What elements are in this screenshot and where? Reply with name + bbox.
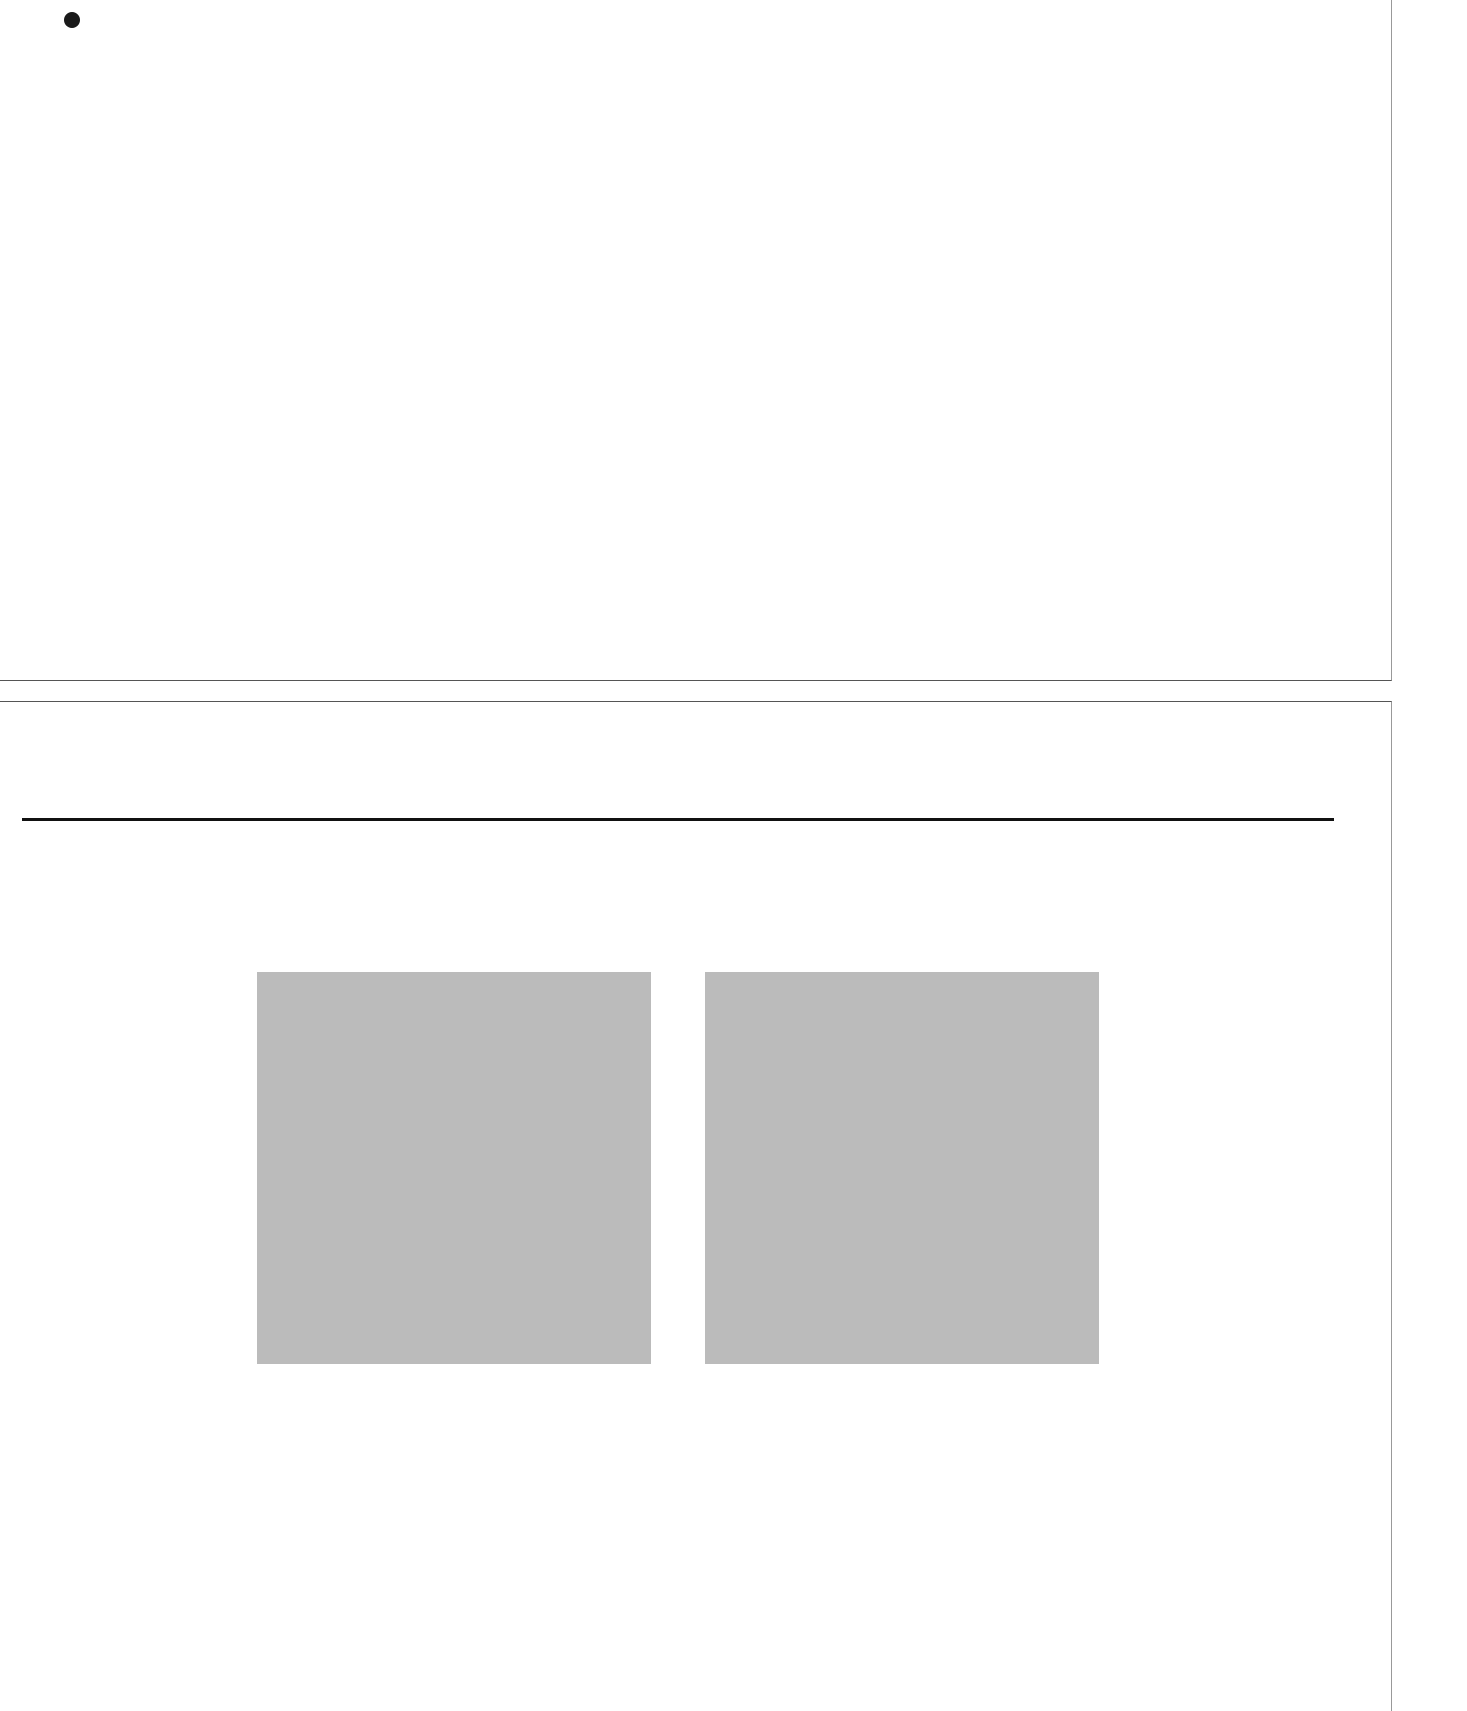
bullet-eight-points [64,0,108,43]
caption-right [22,1510,44,1557]
left-corridor-image [257,972,651,1364]
step-item [108,272,128,335]
slide-frame-bottom [0,701,1392,1711]
step-item [108,335,128,407]
title-divider [22,818,1334,821]
steps-list [108,272,128,531]
caption-left [22,1418,44,1465]
bullet-dot-icon [64,12,80,28]
step-item [108,406,128,469]
slide-frame-top [0,0,1392,681]
right-corridor-image [705,972,1099,1364]
step-item [108,469,128,532]
